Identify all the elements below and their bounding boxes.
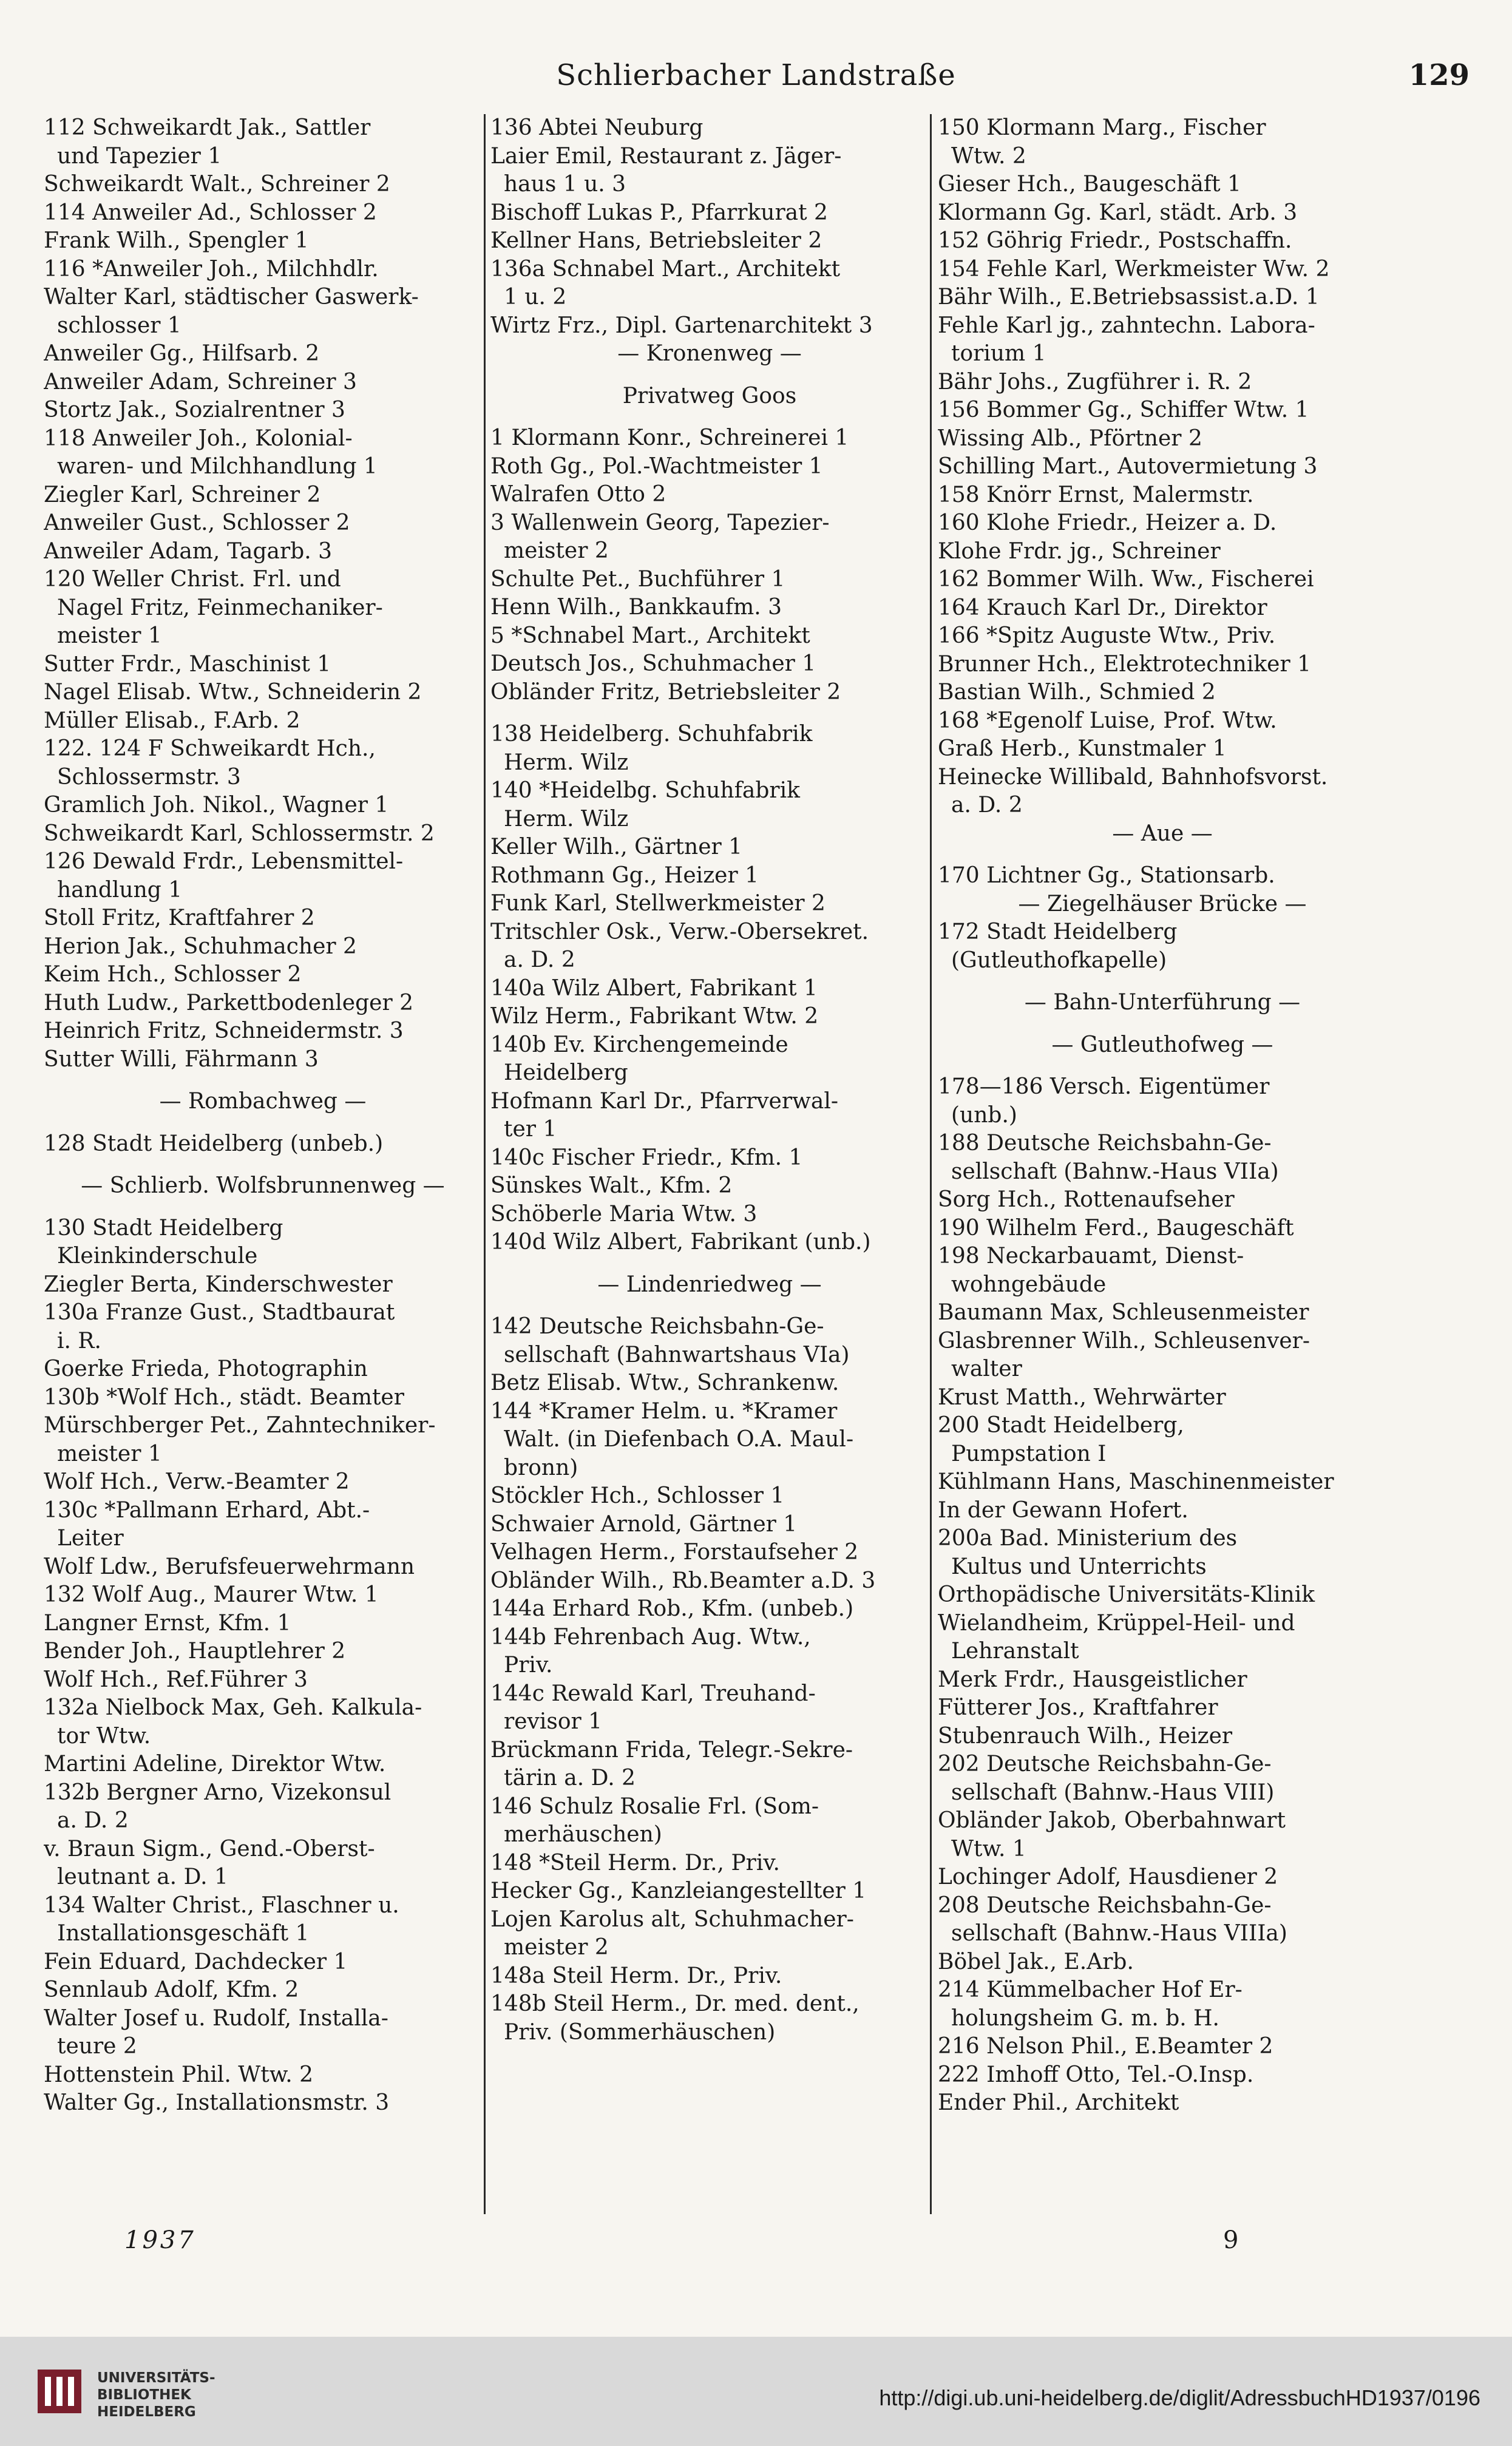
- section-heading: — Bahn-Unterführung —: [1024, 990, 1301, 1015]
- directory-entry-line: Laier Emil, Restaurant z. Jäger-: [490, 143, 842, 169]
- directory-entry-line: Böbel Jak., E.Arb.: [938, 1949, 1134, 1974]
- directory-entry-line: tor Wtw.: [57, 1723, 151, 1749]
- directory-entry-line: Fehle Karl jg., zahntechn. Labora-: [938, 313, 1315, 338]
- directory-entry-line: Sünskes Walt., Kfm. 2: [490, 1173, 733, 1198]
- directory-entry-line: Kellner Hans, Betriebsleiter 2: [490, 228, 822, 253]
- directory-entry-line: 130c *Pallmann Erhard, Abt.-: [44, 1497, 370, 1523]
- spacer: [44, 1158, 482, 1172]
- directory-entry-line: Klohe Frdr. jg., Schreiner: [938, 538, 1221, 564]
- directory-entry-line: Sennlaub Adolf, Kfm. 2: [44, 1977, 299, 2002]
- directory-entry-line: Stortz Jak., Sozialrentner 3: [44, 398, 345, 422]
- directory-entry-line: Priv. (Sommerhäuschen): [504, 2019, 776, 2045]
- directory-entry-line: 198 Neckarbauamt, Dienst-: [938, 1244, 1244, 1269]
- directory-entry-line: Velhagen Herm., Forstaufseher 2: [490, 1540, 859, 1565]
- directory-entry-line: Schweikardt Karl, Schlossermstr. 2: [44, 821, 435, 846]
- directory-entry-line: Krust Matth., Wehrwärter: [938, 1384, 1226, 1410]
- spacer: [44, 1116, 482, 1130]
- directory-entry-line: walter: [951, 1357, 1022, 1381]
- directory-entry-line: schlosser 1: [57, 313, 181, 338]
- directory-entry-line: 132a Nielbock Max, Geh. Kalkula-: [44, 1695, 422, 1720]
- directory-entry-line: 1 u. 2: [504, 285, 567, 310]
- directory-entry-line: 168 *Egenolf Luise, Prof. Wtw.: [938, 708, 1277, 733]
- page-header: [0, 58, 1512, 95]
- directory-entry-line: Lojen Karolus alt, Schuhmacher-: [490, 1906, 854, 1932]
- directory-entry-line: Merk Frdr., Hausgeistlicher: [938, 1667, 1247, 1692]
- directory-entry-line: 132 Wolf Aug., Maurer Wtw. 1: [44, 1582, 379, 1607]
- directory-entry-line: Fütterer Jos., Kraftfahrer: [938, 1695, 1218, 1720]
- source-url-link[interactable]: http://digi.ub.uni-heidelberg.de/diglit/AdressbuchHD1937/0196: [879, 2385, 1480, 2410]
- directory-entry-line: Roth Gg., Pol.-Wachtmeister 1: [490, 453, 823, 479]
- directory-entry-line: Bähr Johs., Zugführer i. R. 2: [938, 369, 1252, 395]
- directory-entry-line: 222 Imhoff Otto, Tel.-O.Insp.: [938, 2062, 1254, 2087]
- directory-entry-line: 214 Kümmelbacher Hof Er-: [938, 1977, 1242, 2002]
- directory-entry-line: 190 Wilhelm Ferd., Baugeschäft: [938, 1215, 1294, 1241]
- directory-entry-line: revisor 1: [504, 1709, 603, 1734]
- directory-entry-line: 3 Wallenwein Georg, Tapezier-: [490, 510, 830, 535]
- directory-entry-line: meister 2: [504, 1935, 609, 1960]
- directory-entry-line: Anweiler Gust., Schlosser 2: [44, 510, 350, 535]
- directory-entry-line: Schulte Pet., Buchführer 1: [490, 566, 785, 592]
- directory-entry-line: Obländer Wilh., Rb.Beamter a.D. 3: [490, 1568, 876, 1593]
- directory-entry-line: Wolf Hch., Verw.-Beamter 2: [44, 1469, 350, 1494]
- directory-entry-line: 160 Klohe Friedr., Heizer a. D.: [938, 510, 1277, 535]
- directory-entry-line: In der Gewann Hofert.: [938, 1497, 1188, 1523]
- section-heading: — Aue —: [1112, 821, 1213, 846]
- spacer: [490, 706, 929, 720]
- directory-entry-line: Pumpstation I: [951, 1441, 1107, 1466]
- column-2: [490, 114, 929, 2214]
- spacer: [490, 368, 929, 382]
- directory-entry-line: Martini Adeline, Direktor Wtw.: [44, 1752, 386, 1777]
- directory-entry-line: 130b *Wolf Hch., städt. Beamter: [44, 1384, 404, 1410]
- directory-entry-line: Leiter: [57, 1526, 124, 1551]
- section-heading: Privatweg Goos: [622, 383, 797, 408]
- directory-entry-line: Schöberle Maria Wtw. 3: [490, 1201, 758, 1227]
- directory-entry-line: 146 Schulz Rosalie Frl. (Som-: [490, 1794, 819, 1819]
- directory-entry-line: meister 2: [504, 538, 609, 563]
- directory-entry-line: Heinrich Fritz, Schneidermstr. 3: [44, 1018, 404, 1043]
- directory-entry-line: Bischoff Lukas P., Pfarrkurat 2: [490, 200, 828, 225]
- directory-entry-line: Bähr Wilh., E.Betriebsassist.a.D. 1: [938, 285, 1320, 310]
- directory-entry-line: Sorg Hch., Rottenaufseher: [938, 1187, 1235, 1212]
- library-name-line: UNIVERSITÄTS-: [97, 2370, 215, 2386]
- directory-entry-line: 136a Schnabel Mart., Architekt: [490, 256, 841, 282]
- spacer: [938, 1017, 1387, 1031]
- directory-entry-line: 130 Stadt Heidelberg: [44, 1215, 283, 1241]
- directory-entry-line: Deutsch Jos., Schuhmacher 1: [490, 651, 816, 676]
- column-divider: [484, 114, 486, 2214]
- library-footer-bar: [0, 2337, 1512, 2446]
- directory-entry-line: 158 Knörr Ernst, Malermstr.: [938, 482, 1254, 507]
- directory-entry-line: leutnant a. D. 1: [57, 1865, 228, 1889]
- section-heading: — Kronenweg —: [617, 341, 802, 366]
- directory-entry-line: Kühlmann Hans, Maschinenmeister: [938, 1469, 1334, 1494]
- directory-entry-line: merhäuschen): [504, 1822, 662, 1847]
- directory-entry-line: 148b Steil Herm., Dr. med. dent.,: [490, 1991, 859, 2016]
- directory-entry-line: Bastian Wilh., Schmied 2: [938, 680, 1216, 705]
- directory-entry-line: a. D. 2: [504, 947, 575, 972]
- directory-entry-line: 208 Deutsche Reichsbahn-Ge-: [938, 1892, 1272, 1918]
- directory-entry-line: Gieser Hch., Baugeschäft 1: [938, 172, 1241, 197]
- directory-entry-line: 138 Heidelberg. Schuhfabrik: [490, 722, 813, 747]
- directory-entry-line: Ziegler Berta, Kinderschwester: [44, 1272, 393, 1297]
- spacer: [938, 848, 1387, 862]
- page-title: Schlierbacher Landstraße: [556, 58, 956, 92]
- directory-entry-line: Anweiler Adam, Schreiner 3: [44, 369, 357, 395]
- directory-entry-line: Ender Phil., Architekt: [938, 2090, 1179, 2115]
- directory-entry-line: Herion Jak., Schuhmacher 2: [44, 933, 357, 959]
- directory-entry-line: Brückmann Frida, Telegr.-Sekre-: [490, 1737, 853, 1763]
- directory-entry-line: Walt. (in Diefenbach O.A. Maul-: [504, 1427, 854, 1452]
- section-heading: — Rombachweg —: [159, 1089, 367, 1114]
- directory-entry-line: handlung 1: [57, 877, 183, 903]
- directory-entry-line: Schwaier Arnold, Gärtner 1: [490, 1511, 798, 1537]
- directory-entry-line: Orthopädische Universitäts-Klinik: [938, 1582, 1315, 1607]
- directory-entry-line: Nagel Fritz, Feinmechaniker-: [57, 595, 383, 620]
- directory-entry-line: Goerke Frieda, Photographin: [44, 1357, 368, 1381]
- directory-entry-line: bronn): [504, 1455, 578, 1480]
- directory-entry-line: Klormann Gg. Karl, städt. Arb. 3: [938, 200, 1298, 225]
- directory-entry-line: 172 Stadt Heidelberg: [938, 920, 1178, 944]
- directory-entry-line: 112 Schweikardt Jak., Sattler: [44, 115, 371, 140]
- directory-entry-line: a. D. 2: [57, 1808, 129, 1833]
- page-number: 129: [1408, 58, 1470, 92]
- directory-entry-line: Glasbrenner Wilh., Schleusenver-: [938, 1328, 1310, 1353]
- university-library-logo-icon: [35, 2367, 84, 2416]
- directory-entry-line: 144a Erhard Rob., Kfm. (unbeb.): [490, 1596, 854, 1621]
- spacer: [490, 1257, 929, 1271]
- column-1: [44, 114, 482, 2214]
- directory-entry-line: Installationsgeschäft 1: [57, 1921, 310, 1946]
- directory-entry-line: Schweikardt Walt., Schreiner 2: [44, 172, 390, 197]
- spacer: [938, 1059, 1387, 1073]
- directory-entry-line: 120 Weller Christ. Frl. und: [44, 567, 341, 592]
- directory-entry-line: Huth Ludw., Parkettbodenleger 2: [44, 990, 413, 1015]
- directory-entry-line: sellschaft (Bahnw.-Haus VIIIa): [951, 1921, 1287, 1946]
- directory-entry-line: Brunner Hch., Elektrotechniker 1: [938, 651, 1312, 677]
- directory-entry-line: 152 Göhrig Friedr., Postschaffn.: [938, 228, 1292, 253]
- directory-entry-line: 132b Bergner Arno, Vizekonsul: [44, 1780, 392, 1805]
- directory-entry-line: 126 Dewald Frdr., Lebensmittel-: [44, 849, 404, 874]
- directory-entry-line: Herm. Wilz: [504, 806, 629, 832]
- directory-entry-line: Betz Elisab. Wtw., Schrankenw.: [490, 1370, 839, 1395]
- library-name-line: HEIDELBERG: [97, 2404, 196, 2420]
- directory-entry-line: Hottenstein Phil. Wtw. 2: [44, 2062, 314, 2087]
- directory-entry-line: Keller Wilh., Gärtner 1: [490, 835, 743, 859]
- directory-entry-line: Langner Ernst, Kfm. 1: [44, 1610, 291, 1636]
- library-name-line: BIBLIOTHEK: [97, 2387, 191, 2403]
- directory-entry-line: tärin a. D. 2: [504, 1766, 636, 1790]
- directory-entry-line: 140d Wilz Albert, Fabrikant (unb.): [490, 1230, 871, 1255]
- directory-entry-line: Walter Josef u. Rudolf, Installa-: [44, 2005, 388, 2031]
- directory-entry-line: 200a Bad. Ministerium des: [938, 1526, 1238, 1551]
- directory-entry-line: Schilling Mart., Autovermietung 3: [938, 454, 1318, 479]
- directory-entry-line: Obländer Jakob, Oberbahnwart: [938, 1808, 1286, 1833]
- column-divider: [930, 114, 932, 2214]
- footer-year: 1937: [124, 2226, 196, 2254]
- directory-entry-line: Wilz Herm., Fabrikant Wtw. 2: [490, 1004, 819, 1029]
- directory-entry-line: Hecker Gg., Kanzleiangestellter 1: [490, 1879, 867, 1903]
- directory-entry-line: 166 *Spitz Auguste Wtw., Priv.: [938, 623, 1276, 648]
- directory-entry-line: Sutter Frdr., Maschinist 1: [44, 651, 331, 677]
- directory-entry-line: Wissing Alb., Pförtner 2: [938, 425, 1202, 451]
- directory-entry-line: teure 2: [57, 2034, 137, 2059]
- directory-entry-line: Walter Karl, städtischer Gaswerk-: [44, 285, 419, 310]
- directory-entry-line: und Tapezier 1: [57, 143, 222, 169]
- directory-entry-line: Heinecke Willibald, Bahnhofsvorst.: [938, 764, 1328, 790]
- directory-entry-line: Henn Wilh., Bankkaufm. 3: [490, 595, 782, 620]
- directory-entry-line: 170 Lichtner Gg., Stationsarb.: [938, 863, 1275, 888]
- directory-entry-line: 162 Bommer Wilh. Ww., Fischerei: [938, 567, 1314, 592]
- directory-entry-line: 200 Stadt Heidelberg,: [938, 1413, 1184, 1438]
- directory-entry-line: Keim Hch., Schlosser 2: [44, 962, 302, 987]
- directory-entry-line: waren- und Milchhandlung 1: [57, 454, 378, 479]
- directory-entry-line: Graß Herb., Kunstmaler 1: [938, 736, 1227, 761]
- directory-entry-line: 140b Ev. Kirchengemeinde: [490, 1032, 788, 1057]
- directory-entry-line: 134 Walter Christ., Flaschner u.: [44, 1892, 399, 1918]
- directory-entry-line: 114 Anweiler Ad., Schlosser 2: [44, 200, 377, 225]
- directory-entry-line: 140c Fischer Friedr., Kfm. 1: [490, 1145, 803, 1170]
- directory-entry-line: i. R.: [57, 1328, 101, 1353]
- directory-entry-line: Priv.: [504, 1653, 553, 1678]
- directory-entry-line: 142 Deutsche Reichsbahn-Ge-: [490, 1314, 824, 1339]
- spacer: [44, 1074, 482, 1088]
- directory-entry-line: 136 Abtei Neuburg: [490, 115, 703, 140]
- directory-entry-line: 144 *Kramer Helm. u. *Kramer: [490, 1398, 838, 1424]
- directory-entry-line: 202 Deutsche Reichsbahn-Ge-: [938, 1752, 1272, 1777]
- directory-entry-line: 144b Fehrenbach Aug. Wtw.,: [490, 1624, 811, 1650]
- directory-entry-line: Anweiler Gg., Hilfsarb. 2: [44, 341, 320, 366]
- directory-entry-line: 216 Nelson Phil., E.Beamter 2: [938, 2034, 1273, 2059]
- directory-entry-line: Wolf Ldw., Berufsfeuerwehrmann: [44, 1554, 415, 1579]
- directory-entry-line: Schlossermstr. 3: [57, 764, 241, 790]
- directory-entry-line: Baumann Max, Schleusenmeister: [938, 1300, 1309, 1325]
- spacer: [490, 1299, 929, 1313]
- directory-entry-line: 140 *Heidelbg. Schuhfabrik: [490, 778, 800, 803]
- directory-entry-line: Walter Gg., Installationsmstr. 3: [44, 2090, 390, 2115]
- directory-entry-line: Ziegler Karl, Schreiner 2: [44, 482, 321, 507]
- directory-entry-line: Wtw. 1: [951, 1836, 1026, 1862]
- directory-entry-line: 150 Klormann Marg., Fischer: [938, 115, 1266, 140]
- section-heading: — Schlierb. Wolfsbrunnenweg —: [81, 1173, 445, 1198]
- directory-entry-line: Lehranstalt: [951, 1639, 1079, 1664]
- directory-entry-line: 188 Deutsche Reichsbahn-Ge-: [938, 1131, 1272, 1156]
- section-heading: — Ziegelhäuser Brücke —: [1018, 891, 1307, 916]
- directory-entry-line: (Gutleuthofkapelle): [951, 947, 1167, 973]
- directory-entry-line: Wtw. 2: [951, 143, 1026, 169]
- directory-entry-line: meister 1: [57, 1441, 162, 1466]
- directory-entry-line: 154 Fehle Karl, Werkmeister Ww. 2: [938, 256, 1330, 282]
- spacer: [938, 975, 1387, 989]
- directory-entry-line: 122. 124 F Schweikardt Hch.,: [44, 736, 376, 761]
- directory-entry-line: meister 1: [57, 623, 162, 648]
- directory-entry-line: Herm. Wilz: [504, 750, 629, 775]
- directory-entry-line: v. Braun Sigm., Gend.-Oberst-: [44, 1836, 375, 1862]
- directory-entry-line: 148a Steil Herm. Dr., Priv.: [490, 1963, 782, 1988]
- directory-entry-line: Gramlich Joh. Nikol., Wagner 1: [44, 793, 389, 818]
- directory-entry-line: 156 Bommer Gg., Schiffer Wtw. 1: [938, 398, 1309, 422]
- directory-entry-line: sellschaft (Bahnwartshaus VIa): [504, 1342, 850, 1367]
- directory-entry-line: Walrafen Otto 2: [490, 482, 666, 507]
- directory-entry-line: Kultus und Unterrichts: [951, 1554, 1207, 1579]
- directory-entry-line: haus 1 u. 3: [504, 172, 626, 197]
- directory-entry-line: Heidelberg: [504, 1060, 628, 1085]
- directory-entry-line: Wolf Hch., Ref.Führer 3: [44, 1667, 308, 1692]
- directory-entry-line: holungsheim G. m. b. H.: [951, 2005, 1220, 2031]
- directory-entry-line: wohngebäude: [951, 1272, 1107, 1297]
- footer-signature: 9: [1223, 2226, 1239, 2254]
- directory-entry-line: Hofmann Karl Dr., Pfarrverwal-: [490, 1088, 839, 1114]
- directory-entry-line: Mürschberger Pet., Zahntechniker-: [44, 1413, 436, 1438]
- directory-entry-line: Stöckler Hch., Schlosser 1: [490, 1483, 785, 1508]
- directory-entry-line: ter 1: [504, 1117, 557, 1142]
- directory-entry-line: Wirtz Frz., Dipl. Gartenarchitekt 3: [490, 313, 873, 338]
- directory-entry-line: Fein Eduard, Dachdecker 1: [44, 1949, 348, 1974]
- directory-entry-line: 1 Klormann Konr., Schreinerei 1: [490, 425, 849, 450]
- directory-entry-line: Funk Karl, Stellwerkmeister 2: [490, 891, 825, 916]
- directory-entry-line: Stubenrauch Wilh., Heizer: [938, 1723, 1233, 1749]
- directory-entry-line: 178—186 Versch. Eigentümer: [938, 1074, 1270, 1099]
- directory-entry-line: a. D. 2: [951, 793, 1023, 818]
- directory-entry-line: 116 *Anweiler Joh., Milchhdlr.: [44, 256, 379, 282]
- directory-entry-line: Anweiler Adam, Tagarb. 3: [44, 538, 333, 564]
- directory-entry-line: sellschaft (Bahnw.-Haus VIIa): [951, 1159, 1279, 1184]
- spacer: [44, 1201, 482, 1215]
- directory-entry-line: Müller Elisab., F.Arb. 2: [44, 708, 300, 733]
- directory-entry-line: Obländer Fritz, Betriebsleiter 2: [490, 679, 841, 705]
- directory-entry-line: Kleinkinderschule: [57, 1244, 258, 1269]
- directory-entry-line: 140a Wilz Albert, Fabrikant 1: [490, 975, 818, 1001]
- directory-entry-line: Wielandheim, Krüppel-Heil- und: [938, 1610, 1295, 1636]
- section-heading: — Lindenriedweg —: [597, 1272, 822, 1297]
- directory-entry-line: torium 1: [951, 341, 1046, 366]
- directory-entry-line: 118 Anweiler Joh., Kolonial-: [44, 425, 353, 451]
- spacer: [490, 410, 929, 424]
- directory-entry-line: Sutter Willi, Fährmann 3: [44, 1046, 319, 1072]
- directory-entry-line: Rothmann Gg., Heizer 1: [490, 862, 759, 888]
- section-heading: — Gutleuthofweg —: [1051, 1032, 1273, 1057]
- directory-entry-line: 164 Krauch Karl Dr., Direktor: [938, 595, 1267, 620]
- directory-entry-line: 128 Stadt Heidelberg (unbeb.): [44, 1131, 384, 1156]
- directory-entry-line: sellschaft (Bahnw.-Haus VIII): [951, 1780, 1275, 1805]
- directory-entry-line: Stoll Fritz, Kraftfahrer 2: [44, 906, 315, 930]
- directory-entry-line: Tritschler Osk., Verw.-Obersekret.: [490, 919, 869, 944]
- directory-entry-line: Frank Wilh., Spengler 1: [44, 228, 309, 253]
- directory-entry-line: 5 *Schnabel Mart., Architekt: [490, 623, 810, 648]
- library-name: [97, 2370, 215, 2421]
- column-3: [938, 114, 1387, 2214]
- directory-entry-line: Lochinger Adolf, Hausdiener 2: [938, 1865, 1278, 1889]
- directory-entry-line: Nagel Elisab. Wtw., Schneiderin 2: [44, 680, 422, 705]
- directory-entry-line: 148 *Steil Herm. Dr., Priv.: [490, 1850, 780, 1875]
- directory-entry-line: 130a Franze Gust., Stadtbaurat: [44, 1300, 395, 1325]
- directory-entry-line: (unb.): [951, 1102, 1017, 1128]
- directory-entry-line: 144c Rewald Karl, Treuhand-: [490, 1681, 816, 1706]
- directory-entry-line: Bender Joh., Hauptlehrer 2: [44, 1639, 346, 1664]
